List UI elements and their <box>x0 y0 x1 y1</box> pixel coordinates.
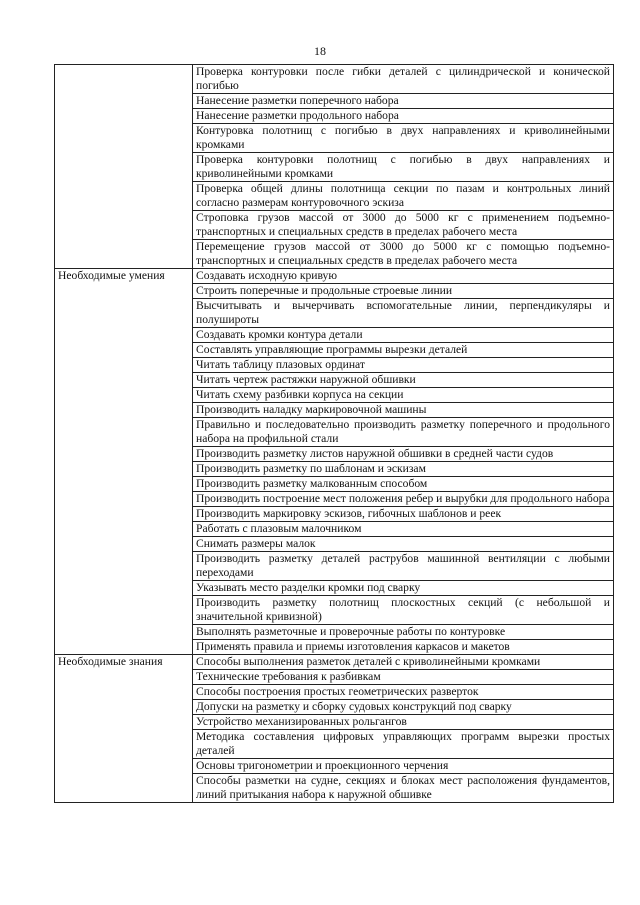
requirement-item: Методика составления цифровых управляющих программ вырезки простых деталей <box>193 730 614 759</box>
requirement-item: Производить разметку малкованным способом <box>193 477 614 492</box>
requirement-item: Производить разметку листов наружной обшивки в средней части судов <box>193 447 614 462</box>
section-label <box>55 65 193 269</box>
requirement-item: Способы выполнения разметок деталей с криволинейными кромками <box>193 655 614 670</box>
requirement-item: Производить разметку по шаблонам и эскизам <box>193 462 614 477</box>
requirement-item: Технические требования к разбивкам <box>193 670 614 685</box>
requirement-item: Строить поперечные и продольные строевые линии <box>193 284 614 299</box>
requirement-item: Контуровка полотнищ с погибью в двух направлениях и криволинейными кромками <box>193 124 614 153</box>
requirement-item: Устройство механизированных рольгангов <box>193 715 614 730</box>
requirement-item: Читать таблицу плазовых ординат <box>193 358 614 373</box>
requirement-item: Способы разметки на судне, секциях и блоках мест расположения фундаментов, линий притыкания набора к наружной обшивке <box>193 774 614 803</box>
requirement-item: Основы тригонометрии и проекционного черчения <box>193 759 614 774</box>
requirement-item: Производить наладку маркировочной машины <box>193 403 614 418</box>
table-row <box>55 65 614 94</box>
requirement-item: Перемещение грузов массой от 3000 до 5000 кг с помощью подъемно-транспортных и специальных средств в пределах рабочего места <box>193 240 614 269</box>
requirement-item: Строповка грузов массой от 3000 до 5000 кг с применением подъемно-транспортных и специальных средств в пределах рабочего места <box>193 211 614 240</box>
requirement-item: Выполнять разметочные и проверочные работы по контуровке <box>193 625 614 640</box>
table-row <box>55 655 614 670</box>
table-row <box>55 269 614 284</box>
requirement-item: Проверка контуровки после гибки деталей с цилиндрической и конической погибью <box>193 65 614 94</box>
requirement-item: Создавать исходную кривую <box>193 269 614 284</box>
requirement-item: Работать с плазовым малочником <box>193 522 614 537</box>
requirement-item: Читать схему разбивки корпуса на секции <box>193 388 614 403</box>
requirement-item: Правильно и последовательно производить разметку поперечного и продольного набора на профильной стали <box>193 418 614 447</box>
requirements-table <box>54 64 614 803</box>
requirement-item: Читать чертеж растяжки наружной обшивки <box>193 373 614 388</box>
requirement-item: Проверка контуровки полотнищ с погибью в двух направлениях и криволинейными кромками <box>193 153 614 182</box>
requirement-item: Снимать размеры малок <box>193 537 614 552</box>
requirement-item: Нанесение разметки продольного набора <box>193 109 614 124</box>
requirement-item: Нанесение разметки поперечного набора <box>193 94 614 109</box>
requirement-item: Производить разметку деталей раструбов машинной вентиляции с любыми переходами <box>193 552 614 581</box>
requirement-item: Применять правила и приемы изготовления каркасов и макетов <box>193 640 614 655</box>
section-label: Необходимые умения <box>55 269 193 655</box>
table-body <box>55 65 614 803</box>
page-number: 18 <box>314 44 326 58</box>
section-label: Необходимые знания <box>55 655 193 803</box>
requirement-item: Составлять управляющие программы вырезки деталей <box>193 343 614 358</box>
requirement-item: Высчитывать и вычерчивать вспомогательные линии, перпендикуляры и полуширοты <box>193 299 614 328</box>
requirement-item: Производить разметку полотнищ плоскостных секций (с небольшой и значительной кривизной) <box>193 596 614 625</box>
requirement-item: Способы построения простых геометрических разверток <box>193 685 614 700</box>
requirement-item: Производить построение мест положения ребер и вырубки для продольного набора <box>193 492 614 507</box>
requirement-item: Допуски на разметку и сборку судовых конструкций под сварку <box>193 700 614 715</box>
requirement-item: Создавать кромки контура детали <box>193 328 614 343</box>
requirement-item: Проверка общей длины полотнища секции по пазам и контрольных линий согласно размерам контуровочного эскиза <box>193 182 614 211</box>
requirement-item: Указывать место разделки кромки под сварку <box>193 581 614 596</box>
requirement-item: Производить маркировку эскизов, гибочных шаблонов и реек <box>193 507 614 522</box>
